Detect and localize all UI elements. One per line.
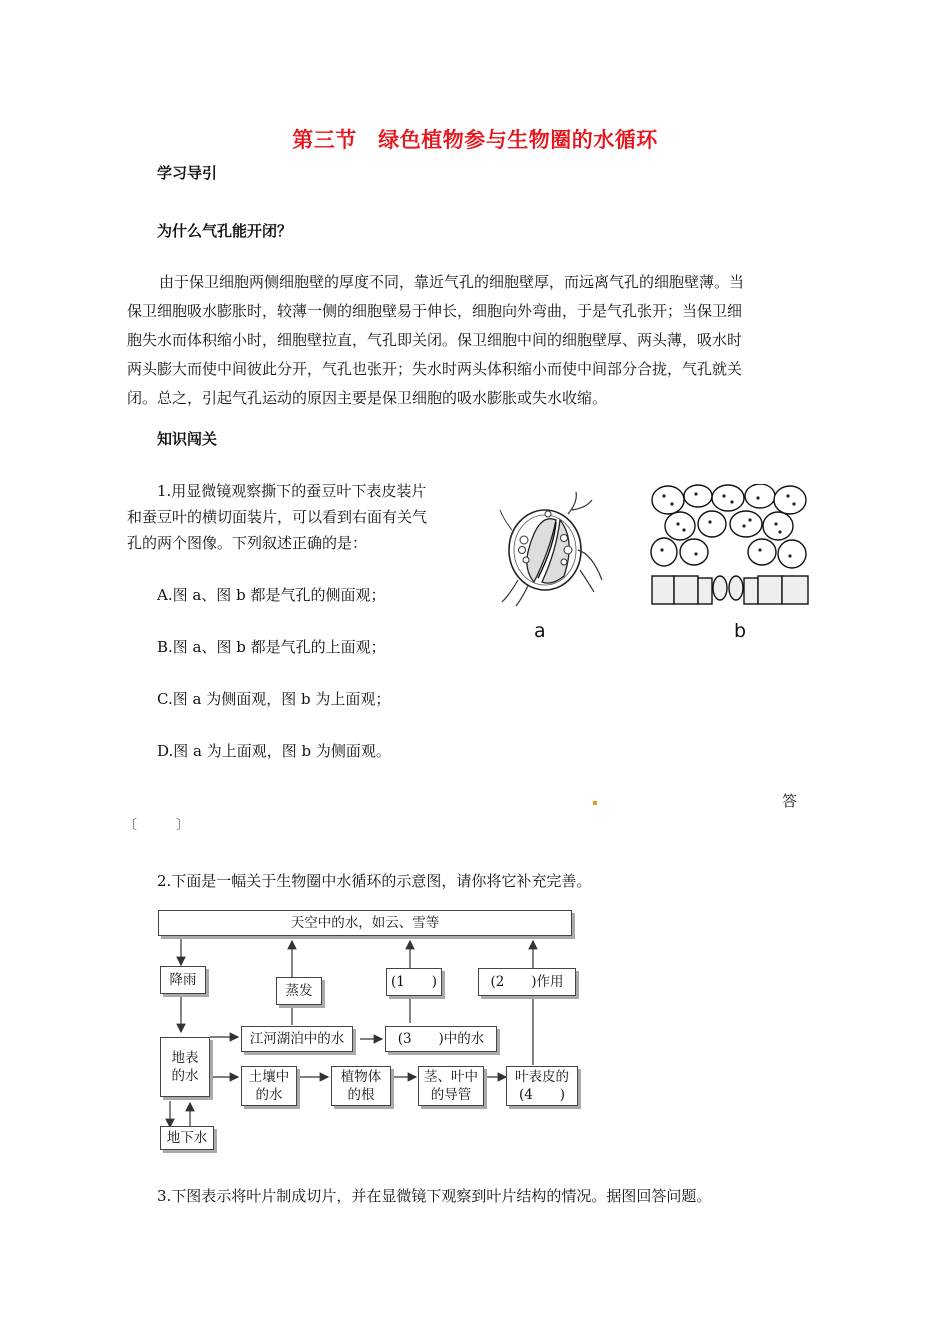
paragraph-line: 胞失水而体积缩小时，细胞壁拉直，气孔即关闭。保卫细胞中间的细胞壁厚、两头薄，吸水时 (127, 331, 743, 349)
q2-stem: 2.下面是一幅关于生物圈中水循环的示意图，请你将它补充完善。 (157, 872, 592, 890)
question-heading: 为什么气孔能开闭？ (157, 222, 293, 240)
section-study-guide: 学习导引 (157, 164, 218, 182)
water-cycle-arrows (150, 905, 590, 1155)
paragraph-line: 两头膨大而使中间彼此分开，气孔也张开；失水时两头体积缩小而使中间部分合拢，气孔就关 (127, 360, 743, 378)
rain-box: 降雨 (160, 966, 206, 994)
paragraph-line: 保卫细胞吸水膨胀时，较薄一侧的细胞壁易于伸长，细胞向外弯曲，于是气孔张开；当保卫细 (127, 302, 743, 320)
surface-water-box: 地表的水 (160, 1037, 210, 1097)
figure-label-a: a (534, 620, 546, 642)
stem-leaf-vessel-box: 茎、叶中的导管 (418, 1066, 484, 1106)
evaporation-box: 蒸发 (276, 977, 322, 1005)
answer-bracket[interactable]: 〔 〕 (124, 818, 190, 833)
groundwater-box: 地下水 (160, 1126, 214, 1150)
rivers-lakes-box: 江河湖泊中的水 (241, 1026, 353, 1052)
stoma-top-view-figure (498, 490, 608, 608)
q1-option-c: C.图 a 为侧面观，图 b 为上面观； (157, 690, 391, 708)
intro-paragraph (127, 268, 817, 413)
q3-stem: 3.下图表示将叶片制成切片，并在显微镜下观察到叶片结构的情况。据图回答问题。 (157, 1187, 712, 1205)
blank-1-box[interactable]: (1 ) (386, 968, 442, 996)
q1-option-b: B.图 a、图 b 都是气孔的上面观； (157, 638, 386, 656)
plant-root-box: 植物体的根 (331, 1066, 391, 1106)
leaf-cross-section-figure (650, 484, 810, 608)
figure-label-b: b (734, 620, 747, 642)
sky-water-box: 天空中的水，如云、雪等 (158, 910, 572, 936)
paragraph-line: 由于保卫细胞两侧细胞壁的厚度不同，靠近气孔的细胞壁厚，而远离气孔的细胞壁薄。当 (159, 273, 745, 291)
q1-stem-line: 孔的两个图像。下列叙述正确的是： (127, 534, 368, 552)
blank-2-box[interactable]: (2 )作用 (478, 968, 576, 996)
section-knowledge: 知识闯关 (157, 430, 218, 448)
q1-stem-line: 和蚕豆叶的横切面装片，可以看到右面有关气 (127, 508, 428, 526)
q1-option-a: A.图 a、图 b 都是气孔的侧面观； (157, 586, 386, 604)
answer-label: 答 (782, 792, 798, 810)
q1-stem-line: 1.用显微镜观察撕下的蚕豆叶下表皮装片 (157, 482, 427, 500)
soil-water-box: 土壤中的水 (241, 1066, 297, 1106)
blank-3-box[interactable]: (3 )中的水 (385, 1026, 497, 1052)
leaf-epidermis-box[interactable]: 叶表皮的(4 ) (506, 1066, 578, 1106)
paragraph-line: 闭。总之，引起气孔运动的原因主要是保卫细胞的吸水膨胀或失水收缩。 (127, 389, 608, 407)
decorative-dot (593, 801, 597, 805)
page-title: 第三节 绿色植物参与生物圈的水循环 (292, 128, 658, 152)
q1-option-d: D.图 a 为上面观，图 b 为侧面观。 (157, 742, 391, 760)
